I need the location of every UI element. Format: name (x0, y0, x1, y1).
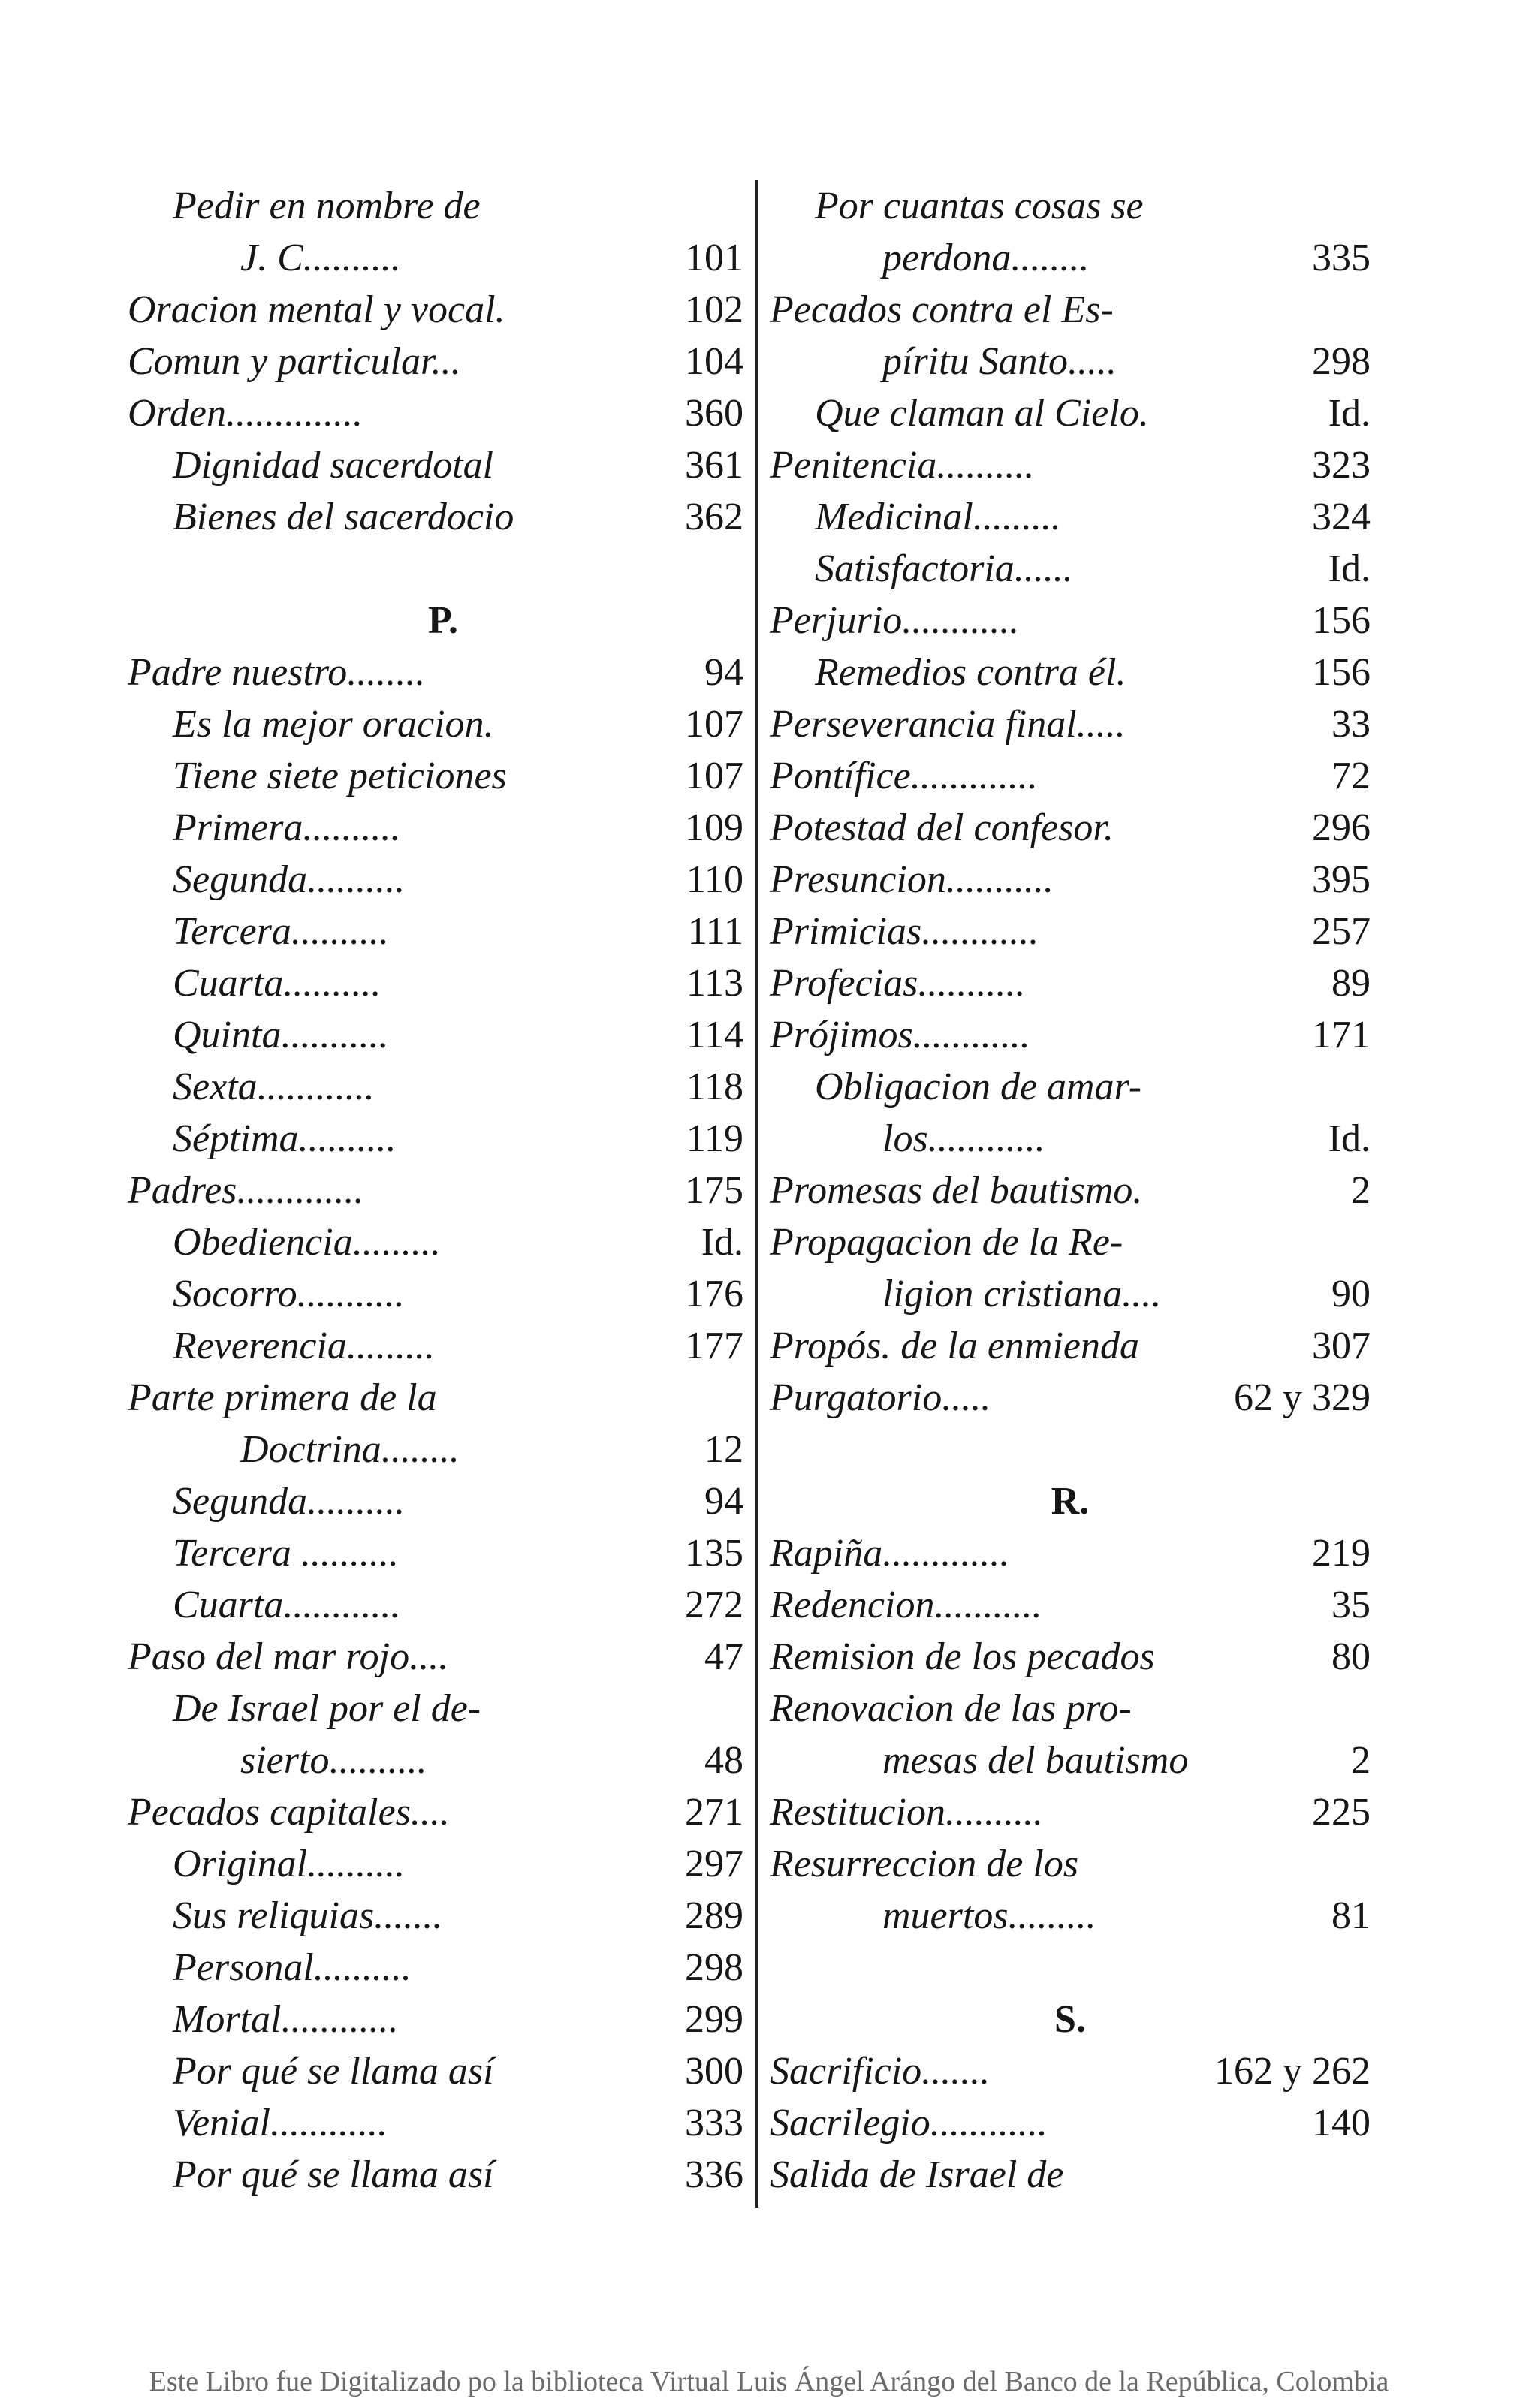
index-entry (128, 1061, 758, 1113)
index-entry (770, 1320, 1371, 1372)
index-entry (770, 2097, 1371, 2149)
index-entry (770, 1527, 1371, 1579)
entry-term: Purgatorio..... (770, 1376, 991, 1419)
entry-term: Primera.......... (173, 806, 401, 849)
entry-term: Venial............ (173, 2102, 388, 2144)
entry-page-number: 297 (685, 1843, 743, 1885)
entry-page-number: 101 (685, 237, 743, 279)
index-entry (128, 1994, 758, 2045)
entry-page-number: 225 (1312, 1791, 1371, 1834)
entry-page-number: 272 (685, 1584, 743, 1626)
index-entry (770, 1838, 1371, 1890)
entry-page-number: 156 (1312, 599, 1371, 642)
entry-page-number: 298 (1312, 340, 1371, 383)
entry-term: Padres............. (128, 1169, 364, 1212)
index-entry (128, 1942, 758, 1994)
index-entry (770, 284, 1371, 336)
index-entry (128, 646, 758, 698)
entry-term: Oracion mental y vocal. (128, 288, 505, 331)
entry-page-number: Id. (701, 1221, 743, 1264)
index-entry (128, 1579, 758, 1631)
entry-page-number: 111 (687, 910, 743, 953)
entry-term: Que claman al Cielo. (815, 392, 1149, 435)
index-entry (128, 854, 758, 906)
entry-term: Sus reliquias....... (173, 1894, 443, 1937)
entry-term: Segunda.......... (173, 858, 406, 901)
entry-term: Pontífice............. (770, 755, 1038, 797)
index-entry (770, 1165, 1371, 1216)
entry-term: Obligacion de amar- (815, 1065, 1142, 1108)
entry-page-number: 102 (685, 288, 743, 331)
entry-term: Mortal............ (173, 1998, 399, 2041)
entry-page-number: 113 (686, 962, 743, 1005)
digitization-credit: Este Libro fue Digitalizado po la biblioteca Virtual Luis Ángel Arángo del Banco de la República, Colombia (149, 2366, 1389, 2397)
index-entry (128, 284, 758, 336)
index-entry (128, 1113, 758, 1165)
entry-page-number: 135 (685, 1532, 743, 1575)
entry-page-number: 298 (685, 1946, 743, 1989)
index-entry (770, 595, 1371, 646)
entry-term: Resurreccion de los (770, 1843, 1079, 1885)
index-entry (128, 1631, 758, 1683)
entry-term: Paso del mar rojo.... (128, 1635, 449, 1678)
index-entry (128, 1216, 758, 1268)
index-entry (770, 906, 1371, 957)
entry-page-number: 104 (685, 340, 743, 383)
entry-page-number: 300 (685, 2050, 743, 2093)
index-entry (770, 2149, 1371, 2201)
blank-line (770, 1424, 1371, 1475)
entry-term: Cuarta.......... (173, 962, 381, 1005)
entry-term: Promesas del bautismo. (770, 1169, 1143, 1212)
entry-page-number: Id. (1328, 1117, 1371, 1160)
index-entry (770, 1268, 1371, 1320)
index-entry (128, 1786, 758, 1838)
index-entry (128, 387, 758, 439)
entry-page-number: 289 (685, 1894, 743, 1937)
entry-page-number: 94 (704, 1480, 743, 1523)
section-letter-header (770, 1475, 1371, 1527)
index-entry (770, 750, 1371, 802)
index-column-right (770, 180, 1371, 2201)
entry-term: Medicinal......... (815, 496, 1061, 538)
entry-term: Por qué se llama así (173, 2153, 494, 2196)
entry-term: Sacrilegio............ (770, 2102, 1048, 2144)
index-entry (770, 1683, 1371, 1734)
entry-term: Personal.......... (173, 1946, 412, 1989)
entry-page-number: 175 (685, 1169, 743, 1212)
index-entry (770, 1579, 1371, 1631)
entry-term: Redencion........... (770, 1584, 1042, 1626)
index-entry (770, 1786, 1371, 1838)
entry-term: Perjurio............ (770, 599, 1020, 642)
entry-page-number: Id. (1328, 392, 1371, 435)
entry-page-number: 2 (1351, 1739, 1371, 1782)
entry-page-number: 219 (1312, 1532, 1371, 1575)
entry-term: Perseverancia final..... (770, 703, 1126, 746)
entry-page-number: 2 (1351, 1169, 1371, 1212)
entry-term: muertos......... (882, 1894, 1096, 1937)
index-column-left (128, 180, 758, 2201)
entry-term: Cuarta............ (173, 1584, 401, 1626)
entry-term: Obediencia......... (173, 1221, 441, 1264)
index-entry (770, 1890, 1371, 1942)
entry-term: Original.......... (173, 1843, 406, 1885)
entry-term: píritu Santo..... (882, 340, 1117, 383)
entry-term: Socorro........... (173, 1273, 405, 1316)
entry-term: Sexta............ (173, 1065, 375, 1108)
entry-page-number: 171 (1312, 1014, 1371, 1056)
entry-page-number: 333 (685, 2102, 743, 2144)
entry-term: Dignidad sacerdotal (173, 444, 494, 487)
index-entry (770, 646, 1371, 698)
entry-page-number: 324 (1312, 496, 1371, 538)
entry-term: Presuncion........... (770, 858, 1054, 901)
section-letter: R. (1051, 1480, 1090, 1523)
entry-page-number: 118 (686, 1065, 743, 1108)
entry-term: Propós. de la enmienda (770, 1325, 1139, 1367)
entry-term: Restitucion.......... (770, 1791, 1043, 1834)
entry-term: Profecias........... (770, 962, 1026, 1005)
section-letter: S. (1054, 1998, 1086, 2041)
entry-page-number: 335 (1312, 237, 1371, 279)
index-entry (770, 180, 1371, 232)
entry-page-number: 62 y 329 (1234, 1376, 1371, 1419)
index-entry (128, 1475, 758, 1527)
index-entry (128, 1683, 758, 1734)
index-entry (128, 2149, 758, 2201)
index-entry (128, 1734, 758, 1786)
index-entry (770, 543, 1371, 595)
index-entry (128, 232, 758, 284)
index-entry (770, 802, 1371, 854)
entry-term: Pecados capitales.... (128, 1791, 450, 1834)
entry-term: Tiene siete peticiones (173, 755, 507, 797)
entry-term: Bienes del sacerdocio (173, 496, 514, 538)
section-letter-header (128, 595, 758, 646)
index-entry (128, 1009, 758, 1061)
index-entry (770, 232, 1371, 284)
index-entry (770, 2045, 1371, 2097)
index-entry (128, 1268, 758, 1320)
section-letter: P. (428, 599, 458, 642)
index-entry (770, 1216, 1371, 1268)
entry-term: Renovacion de las pro- (770, 1687, 1132, 1730)
entry-page-number: 177 (685, 1325, 743, 1367)
index-entry (128, 1165, 758, 1216)
index-entry (128, 1320, 758, 1372)
entry-term: Salida de Israel de (770, 2153, 1064, 2196)
entry-page-number: 360 (685, 392, 743, 435)
entry-term: Remedios contra él. (815, 651, 1126, 694)
index-entry (770, 1631, 1371, 1683)
entry-page-number: 336 (685, 2153, 743, 2196)
index-entry (770, 1009, 1371, 1061)
entry-page-number: 12 (704, 1428, 743, 1471)
index-entry (128, 1372, 758, 1424)
entry-term: los............ (882, 1117, 1045, 1160)
entry-page-number: Id. (1328, 547, 1371, 590)
index-entry (128, 2045, 758, 2097)
entry-page-number: 81 (1331, 1894, 1371, 1937)
entry-page-number: 271 (685, 1791, 743, 1834)
entry-term: Padre nuestro........ (128, 651, 426, 694)
entry-page-number: 395 (1312, 858, 1371, 901)
index-entry (128, 802, 758, 854)
entry-term: Propagacion de la Re- (770, 1221, 1123, 1264)
entry-term: Orden.............. (128, 392, 363, 435)
index-entry (128, 491, 758, 543)
entry-page-number: 176 (685, 1273, 743, 1316)
entry-term: Por cuantas cosas se (815, 185, 1144, 228)
index-entry (770, 698, 1371, 750)
entry-page-number: 80 (1331, 1635, 1371, 1678)
entry-page-number: 48 (704, 1739, 743, 1782)
entry-page-number: 94 (704, 651, 743, 694)
entry-term: Potestad del confesor. (770, 806, 1114, 849)
index-entry (770, 854, 1371, 906)
entry-page-number: 162 y 262 (1214, 2050, 1371, 2093)
index-entry (770, 1113, 1371, 1165)
entry-page-number: 107 (685, 755, 743, 797)
entry-page-number: 119 (686, 1117, 743, 1160)
entry-page-number: 361 (685, 444, 743, 487)
entry-term: Parte primera de la (128, 1376, 437, 1419)
entry-page-number: 107 (685, 703, 743, 746)
index-entry (770, 439, 1371, 491)
entry-term: Sacrificio....... (770, 2050, 991, 2093)
entry-page-number: 362 (685, 496, 743, 538)
entry-term: sierto.......... (240, 1739, 427, 1782)
index-entry (770, 1061, 1371, 1113)
index-entry (770, 1734, 1371, 1786)
entry-page-number: 110 (686, 858, 743, 901)
index-entry (128, 698, 758, 750)
section-letter-header (770, 1994, 1371, 2045)
blank-line (770, 1942, 1371, 1994)
entry-term: Doctrina........ (240, 1428, 460, 1471)
index-entry (128, 957, 758, 1009)
entry-page-number: 323 (1312, 444, 1371, 487)
entry-page-number: 89 (1331, 962, 1371, 1005)
entry-term: Tercera.......... (173, 910, 389, 953)
index-entry (770, 957, 1371, 1009)
entry-term: mesas del bautismo (882, 1739, 1189, 1782)
entry-term: Prójimos............ (770, 1014, 1030, 1056)
entry-page-number: 299 (685, 1998, 743, 2041)
index-entry (770, 336, 1371, 387)
entry-term: perdona........ (882, 237, 1090, 279)
entry-term: Quinta........... (173, 1014, 389, 1056)
entry-term: Pecados contra el Es- (770, 288, 1114, 331)
index-entry (128, 1838, 758, 1890)
entry-term: J. C.......... (240, 237, 401, 279)
entry-term: Reverencia......... (173, 1325, 435, 1367)
index-entry (128, 906, 758, 957)
index-entry (770, 387, 1371, 439)
entry-page-number: 33 (1331, 703, 1371, 746)
index-entry (128, 750, 758, 802)
index-entry (128, 180, 758, 232)
entry-term: Es la mejor oracion. (173, 703, 494, 746)
entry-term: Séptima.......... (173, 1117, 397, 1160)
entry-term: Pedir en nombre de (173, 185, 481, 228)
entry-term: Por qué se llama así (173, 2050, 494, 2093)
index-entry (770, 491, 1371, 543)
entry-term: Tercera .......... (173, 1532, 399, 1575)
entry-term: Satisfactoria...... (815, 547, 1073, 590)
entry-page-number: 35 (1331, 1584, 1371, 1626)
index-entry (770, 1372, 1371, 1424)
entry-page-number: 156 (1312, 651, 1371, 694)
entry-page-number: 114 (686, 1014, 743, 1056)
index-entry (128, 2097, 758, 2149)
entry-term: Penitencia.......... (770, 444, 1035, 487)
entry-term: De Israel por el de- (173, 1687, 481, 1730)
entry-term: Rapiña............. (770, 1532, 1010, 1575)
entry-page-number: 47 (704, 1635, 743, 1678)
entry-page-number: 90 (1331, 1273, 1371, 1316)
entry-term: ligion cristiana.... (882, 1273, 1162, 1316)
index-entry (128, 336, 758, 387)
entry-term: Remision de los pecados (770, 1635, 1155, 1678)
entry-term: Primicias............ (770, 910, 1039, 953)
index-entry (128, 1424, 758, 1475)
entry-page-number: 72 (1331, 755, 1371, 797)
entry-page-number: 140 (1312, 2102, 1371, 2144)
index-entry (128, 1527, 758, 1579)
blank-line (128, 543, 758, 595)
entry-page-number: 296 (1312, 806, 1371, 849)
entry-term: Segunda.......... (173, 1480, 406, 1523)
index-entry (128, 1890, 758, 1942)
entry-page-number: 109 (685, 806, 743, 849)
entry-term: Comun y particular... (128, 340, 461, 383)
entry-page-number: 257 (1312, 910, 1371, 953)
index-entry (128, 439, 758, 491)
column-divider (755, 180, 758, 2208)
entry-page-number: 307 (1312, 1325, 1371, 1367)
